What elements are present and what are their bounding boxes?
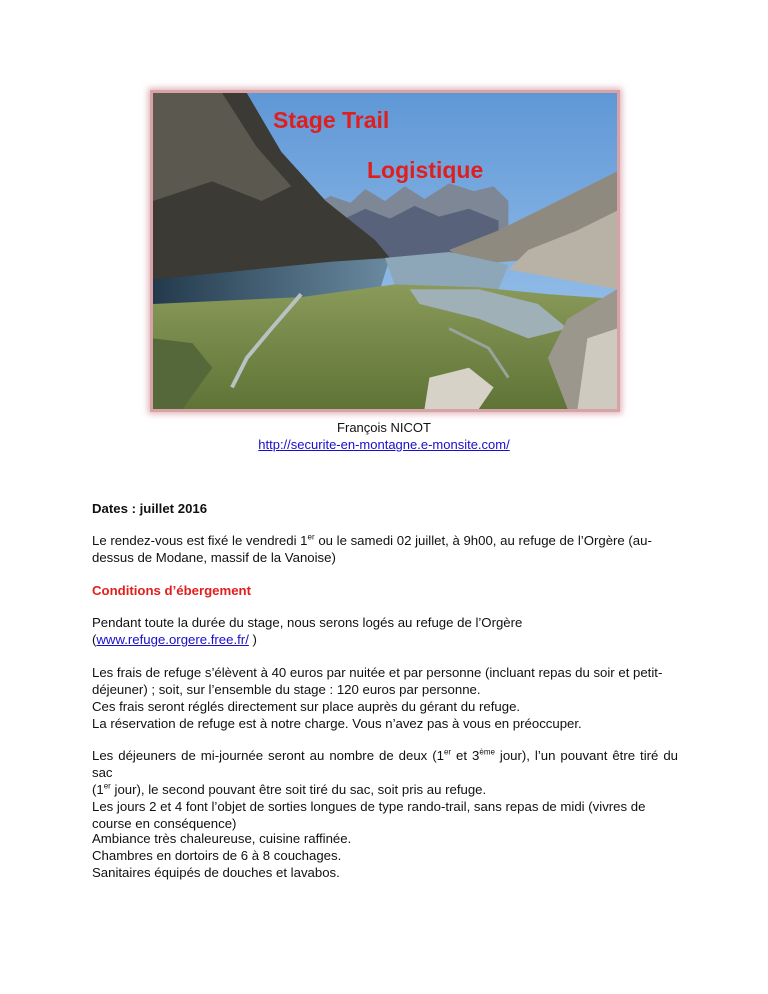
meals-line-2 [92, 781, 678, 798]
superscript-er: er [443, 747, 452, 757]
fees-line-1: Les frais de refuge s’élèvent à 40 euros par nuitée et par personne (incluant repas du soir et petit- [92, 665, 663, 680]
meals-text-1: Les déjeuners de mi-journée seront au nombre de deux (1 [92, 748, 444, 763]
superscript-er: er [307, 532, 315, 542]
ambiance-line-1: Ambiance très chaleureuse, cuisine raffinée. [92, 831, 352, 846]
meals-line-3: Les jours 2 et 4 font l’objet de sorties longues de type rando-trail, sans repas de midi (vivres de [92, 799, 646, 814]
fees-paragraph [92, 664, 678, 732]
superscript-er: er [103, 781, 111, 791]
paren-open: ( [92, 632, 97, 647]
section-heading-hebergement: Conditions d’ébergement [92, 583, 251, 598]
meals-line-4: course en conséquence) [92, 816, 237, 831]
hero-title-logistique: Logistique [367, 157, 484, 183]
author-name: François NICOT [337, 420, 431, 435]
rendezvous-text-2: ou le samedi 02 juillet, à 9h00, au refuge de l’Orgère (au- [314, 533, 652, 548]
ambiance-line-2: Chambres en dortoirs de 6 à 8 couchages. [92, 848, 342, 863]
superscript-eme: ème [479, 747, 495, 757]
meals-text-4: (1 [92, 782, 104, 797]
lodging-paragraph [92, 614, 678, 648]
fees-line-4: La réservation de refuge est à notre charge. Vous n’avez pas à vous en préoccuper. [92, 716, 582, 731]
meals-line-1 [92, 747, 678, 781]
fees-line-2: déjeuner) ; soit, sur l’ensemble du stage : 120 euros par personne. [92, 682, 481, 697]
ambiance-paragraph [92, 830, 678, 881]
meals-text-3: jour), l’un pouvant être tiré du sac [92, 748, 678, 780]
ambiance-line-3: Sanitaires équipés de douches et lavabos. [92, 865, 340, 880]
mountain-lake-photo [153, 93, 617, 409]
meals-paragraph [92, 747, 678, 832]
website-link[interactable]: http://securite-en-montagne.e-monsite.com/ [258, 437, 510, 452]
paren-close: ) [248, 632, 257, 647]
rendezvous-text-1: Le rendez-vous est fixé le vendredi 1 [92, 533, 308, 548]
refuge-website-link[interactable]: www.refuge.orgere.free.fr/ [96, 632, 249, 647]
hero-title-stage-trail: Stage Trail [273, 107, 390, 133]
rendezvous-text-3: dessus de Modane, massif de la Vanoise) [92, 550, 336, 565]
meals-text-2: et 3 [451, 748, 480, 763]
dates-heading: Dates : juillet 2016 [92, 501, 208, 516]
fees-line-3: Ces frais seront réglés directement sur place auprès du gérant du refuge. [92, 699, 521, 714]
rendezvous-paragraph [92, 532, 678, 566]
meals-text-5: jour), le second pouvant être soit tiré du sac, soit pris au refuge. [110, 782, 487, 797]
cover-photo [150, 90, 620, 412]
lodging-text: Pendant toute la durée du stage, nous serons logés au refuge de l’Orgère [92, 615, 523, 630]
